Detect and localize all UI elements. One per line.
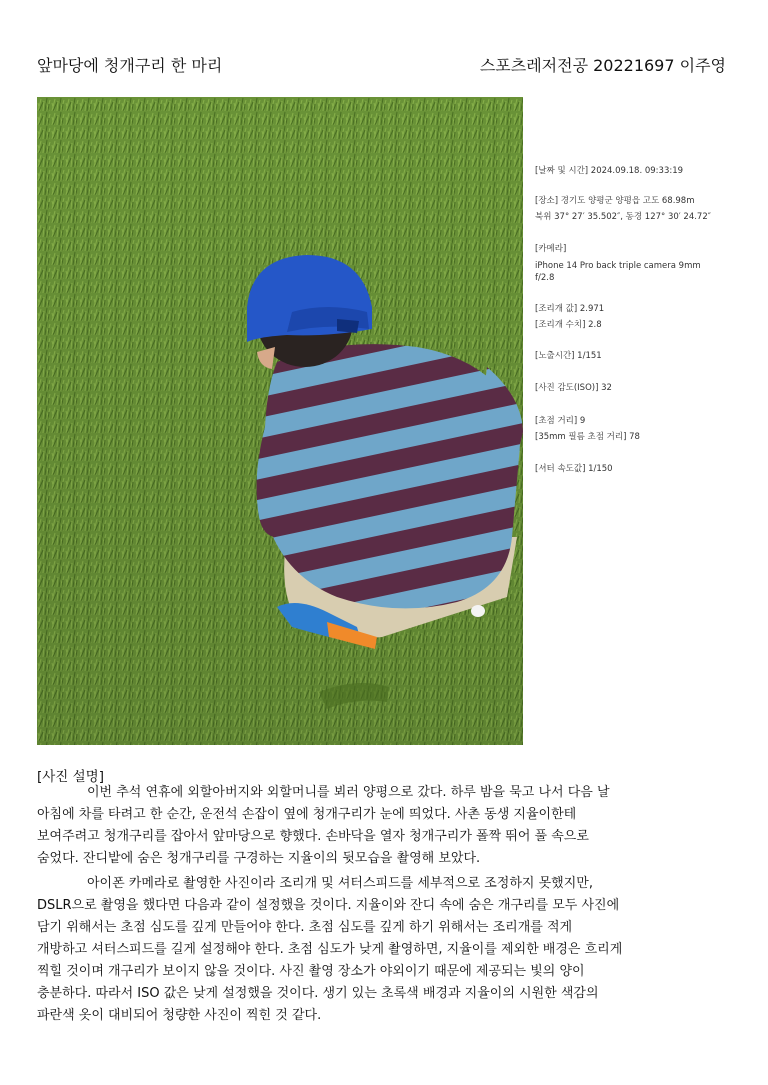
paragraph-line: 숨었다. 잔디밭에 숨은 청개구리를 구경하는 지율이의 뒷모습을 촬영해 보았다. (37, 851, 481, 866)
description-paragraph-1 (37, 782, 727, 870)
meta-focal35: [35mm 필름 초점 거리] 78 (535, 432, 640, 442)
paragraph-line: 담기 위해서는 초점 심도를 깊게 만들어야 한다. 초점 심도를 깊게 하기 위해서는 조리개를 적게 (37, 920, 573, 935)
paragraph-line: 이번 추석 연휴에 외할아버지와 외할머니를 뵈러 양평으로 갔다. 하루 밤을 묵고 나서 다음 날 (87, 785, 610, 800)
paragraph-line: 보여주려고 청개구리를 잡아서 앞마당으로 향했다. 손바닥을 열자 청개구리가 폴짝 뛰어 풀 속으로 (37, 829, 589, 844)
paragraph-line: 충분하다. 따라서 ISO 값은 낮게 설정했을 것이다. 생기 있는 초록색 배경과 지율이의 시원한 색감의 (37, 986, 599, 1001)
main-photo (37, 97, 523, 745)
paragraph-line: 파란색 옷이 대비되어 청량한 사진이 찍힌 것 같다. (37, 1008, 322, 1023)
paragraph-line: 아침에 차를 타려고 한 순간, 운전석 손잡이 옆에 청개구리가 눈에 띄었다. 사촌 동생 지율이한테 (37, 807, 577, 822)
meta-shutter: [셔터 속도값] 1/150 (535, 464, 613, 474)
meta-camera-label: [카메라] (535, 244, 567, 254)
description-title: [사진 설명] (37, 769, 104, 785)
meta-aperture-number: [조리개 수치] 2.8 (535, 320, 602, 330)
meta-focal: [초점 거리] 9 (535, 416, 586, 426)
meta-camera-aperture: f/2.8 (535, 273, 555, 283)
paragraph-line: 아이폰 카메라로 촬영한 사진이라 조리개 및 셔터스피드를 세부적으로 조정하지 못했지만, (87, 876, 593, 891)
description-paragraph-2 (37, 873, 727, 1027)
paragraph-line: 개방하고 셔터스피드를 길게 설정해야 한다. 초점 심도가 낮게 촬영하면, 지율이를 제외한 배경은 흐리게 (37, 942, 623, 957)
meta-camera-model: iPhone 14 Pro back triple camera 9mm (535, 261, 701, 271)
paragraph-line: 찍힐 것이며 개구리가 보이지 않을 것이다. 사진 촬영 장소가 야외이기 때문에 제공되는 빛의 양이 (37, 964, 585, 979)
meta-exposure: [노출시간] 1/151 (535, 351, 602, 361)
author-info: 스포츠레저전공 20221697 이주영 (479, 56, 726, 75)
meta-datetime: [날짜 및 시간] 2024.09.18. 09:33:19 (535, 166, 684, 176)
document-title: 앞마당에 청개구리 한 마리 (37, 56, 223, 75)
meta-aperture-value: [조리개 값] 2.971 (535, 304, 605, 314)
meta-place: [장소] 경기도 양평군 양평읍 고도 68.98m (535, 196, 695, 206)
meta-coords: 북위 37° 27′ 35.502″, 동경 127° 30′ 24.72″ (535, 212, 711, 222)
meta-iso: [사진 감도(ISO)] 32 (535, 383, 612, 393)
paragraph-line: DSLR으로 촬영을 했다면 다음과 같이 설정했을 것이다. 지율이와 잔디 속에 숨은 개구리를 모두 사진에 (37, 898, 620, 913)
